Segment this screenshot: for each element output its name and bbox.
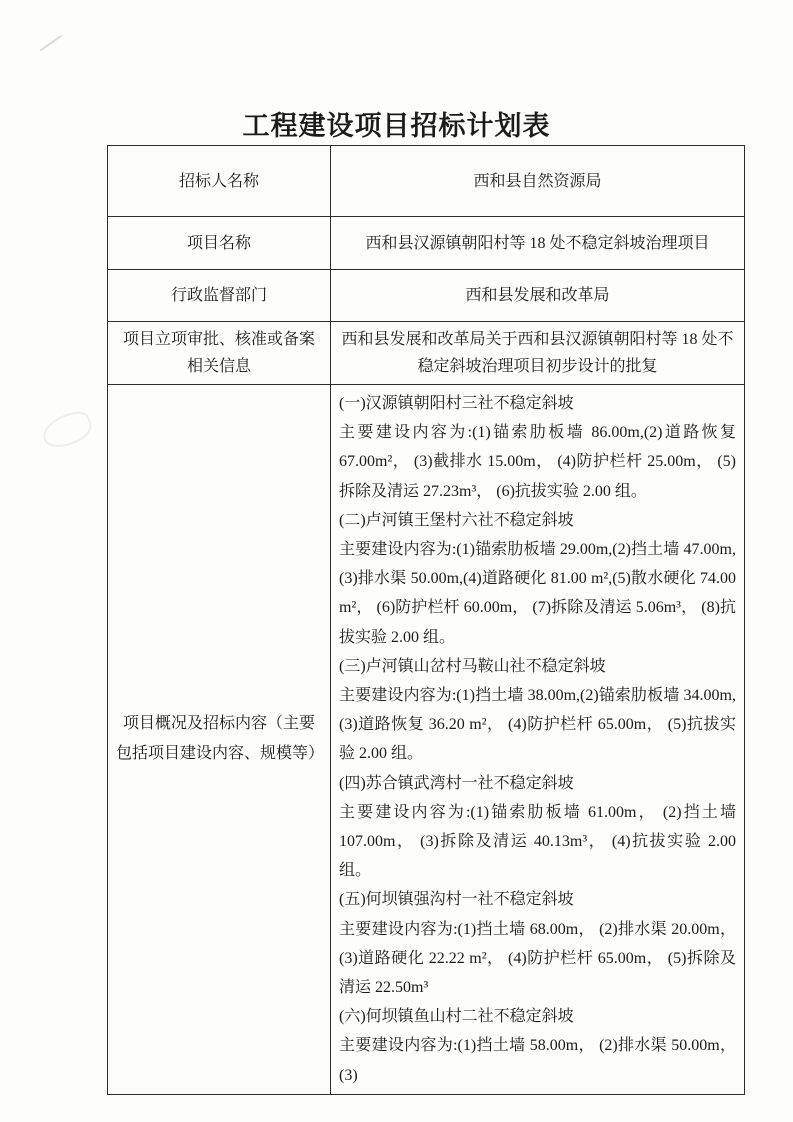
- slope-section-5-body: 主要建设内容为:(1)挡土墙 68.00m， (2)排水渠 20.00m， (3)道路硬化 22.22 m²， (4)防护栏杆 65.00m， (5)拆除及清运 22.50m³: [339, 920, 736, 997]
- slope-section-2-heading: (二)卢河镇王堡村六社不稳定斜坡: [339, 511, 574, 529]
- project-overview-label: 项目概况及招标内容（主要包括项目建设内容、规模等）: [108, 385, 331, 1095]
- bidder-name-label: 招标人名称: [108, 146, 331, 217]
- slope-section-1-body: 主要建设内容为:(1)锚索肋板墙 86.00m,(2)道路恢复 67.00m²， (3)截排水 15.00m， (4)防护栏杆 25.00m， (5)拆除及清运 27.23m³， (6)抗拔实验 2.00 组。: [339, 424, 736, 500]
- project-overview-content: [331, 385, 745, 1095]
- scan-artifact-smudge: [38, 407, 95, 452]
- slope-section-6-heading: (六)何坝镇鱼山村二社不稳定斜坡: [339, 1008, 574, 1026]
- supervising-department-value: 西和县发展和改革局: [331, 270, 745, 322]
- project-name-label: 项目名称: [108, 217, 331, 270]
- slope-section-4-heading: (四)苏合镇武湾村一社不稳定斜坡: [339, 774, 574, 792]
- table-row-supervising-department: [108, 270, 745, 322]
- bidder-name-value: 西和县自然资源局: [331, 146, 745, 217]
- project-name-value: 西和县汉源镇朝阳村等 18 处不稳定斜坡治理项目: [331, 217, 745, 270]
- slope-section-4-body: 主要建设内容为:(1)锚索肋板墙 61.00m， (2)挡土墙 107.00m， (3)拆除及清运 40.13m³， (4)抗拔实验 2.00 组。: [339, 803, 736, 880]
- slope-section-3-heading: (三)卢河镇山岔村马鞍山社不稳定斜坡: [339, 657, 606, 675]
- supervising-department-label: 行政监督部门: [108, 270, 331, 322]
- slope-section-2-body: 主要建设内容为:(1)锚索肋板墙 29.00m,(2)挡土墙 47.00m,(3)排水渠 50.00m,(4)道路硬化 81.00 m²,(5)散水硬化 74.00 m²， (6)防护栏杆 60.00m， (7)拆除及清运 5.06m³， (8)抗拔实验 2.00 组。: [339, 541, 736, 646]
- approval-info-value: 西和县发展和改革局关于西和县汉源镇朝阳村等 18 处不稳定斜坡治理项目初步设计的批复: [331, 322, 745, 385]
- slope-section-3-body: 主要建设内容为:(1)挡土墙 38.00m,(2)锚索肋板墙 34.00m,(3)道路恢复 36.20 m²， (4)防护栏杆 65.00m， (5)抗拔实验 2.00 组。: [339, 687, 736, 763]
- scan-artifact-mark: [40, 35, 62, 52]
- document-title: 工程建设项目招标计划表: [242, 111, 551, 141]
- bidding-plan-table: [107, 145, 745, 1095]
- table-row-approval-info: [108, 322, 745, 385]
- table-row-project-overview: [108, 385, 745, 1095]
- slope-section-5-heading: (五)何坝镇强沟村一社不稳定斜坡: [339, 891, 574, 909]
- approval-info-label: 项目立项审批、核准或备案相关信息: [108, 322, 331, 385]
- table-row-project-name: [108, 217, 745, 270]
- slope-section-6-body: 主要建设内容为:(1)挡土墙 58.00m， (2)排水渠 50.00m， (3): [339, 1037, 736, 1084]
- table-row-bidder-name: [108, 146, 745, 217]
- slope-section-1-heading: (一)汉源镇朝阳村三社不稳定斜坡: [339, 395, 574, 412]
